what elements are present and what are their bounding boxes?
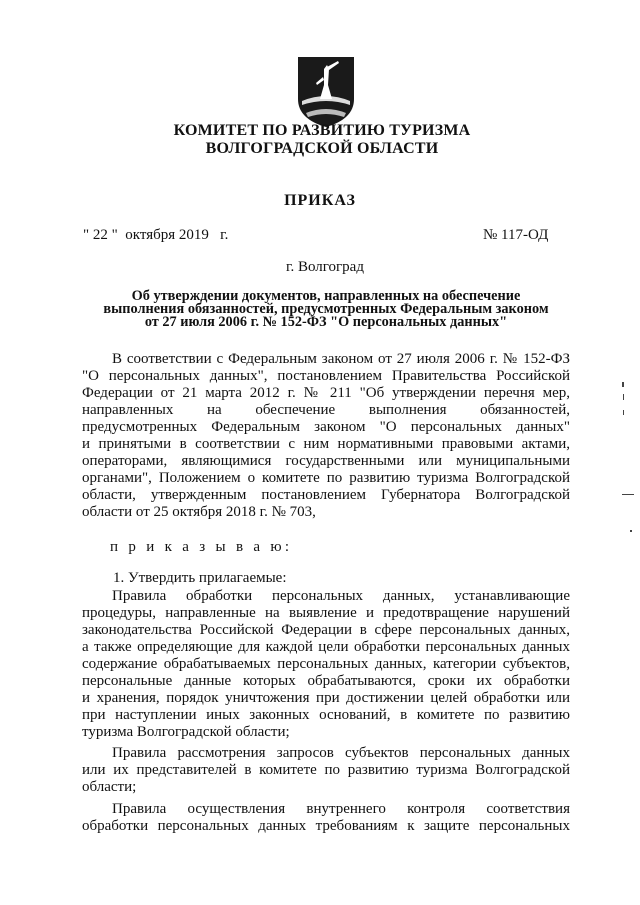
- preamble-line: органами", Положением о комитете по развитию туризма Волгоградской: [82, 470, 570, 486]
- rules-1-line: и хранения, порядок уничтожения при достижении целей обработки или: [82, 690, 570, 706]
- rules-2-line: Правила рассмотрения запросов субъектов персональных данных: [112, 745, 570, 761]
- scan-mark: [623, 410, 624, 415]
- document-number: № 117-ОД: [483, 227, 549, 243]
- preamble-line: области, утвержденным постановлением Губернатора Волгоградской: [82, 487, 570, 503]
- scan-mark: [622, 494, 634, 495]
- rules-1-line: законодательства Российской Федерации в сфере персональных данных,: [82, 622, 570, 638]
- rules-1-line: а также определяющие для каждой цели обработки персональных данных: [82, 639, 570, 655]
- rules-1-line: персональные данные которых обрабатываются, сроки их обработки: [82, 673, 570, 689]
- title-line: Об утверждении документов, направленных на обеспечение: [131, 288, 521, 304]
- city-name: г. Волгоград: [286, 259, 364, 275]
- rules-1-line: Правила обработки персональных данных, устанавливающие: [112, 588, 570, 604]
- scan-mark: [630, 530, 632, 532]
- coat-of-arms-icon: [296, 55, 356, 129]
- preamble-line: области от 25 октября 2018 г. № 703,: [82, 504, 316, 520]
- document-type: ПРИКАЗ: [284, 192, 356, 209]
- rules-1-line: при наступлении иных законных оснований, в комитете по развитию: [82, 707, 570, 723]
- rules-2-line: области;: [82, 779, 137, 795]
- rules-1-line: туризма Волгоградской области;: [82, 724, 290, 740]
- preamble-line: направленных на обеспечение выполнения обязанностей,: [82, 402, 570, 418]
- preamble-line: предусмотренных Федеральным законом "О персональных данных": [82, 419, 570, 435]
- rules-1-line: процедуры, направленные на выявление и предотвращение нарушений: [82, 605, 570, 621]
- preamble-line: и принятыми в соответствии с ним нормативными правовыми актами,: [82, 436, 570, 452]
- title-line: от 27 июля 2006 г. № 152-ФЗ "О персональных данных": [144, 314, 508, 330]
- document-date: " 22 " октября 2019 г.: [83, 227, 229, 243]
- scan-mark: [622, 382, 624, 387]
- item-1-heading: 1. Утвердить прилагаемые:: [113, 570, 287, 586]
- preamble-line: В соответствии с Федеральным законом от 27 июля 2006 г. № 152-ФЗ: [112, 351, 570, 367]
- preamble-line: Федерации от 21 марта 2012 г. № 211 "Об утверждении перечня мер,: [82, 385, 570, 401]
- rules-2-line: или их представителей в комитете по развитию туризма Волгоградской: [82, 762, 570, 778]
- scan-mark: [623, 394, 624, 400]
- org-name-line-1: КОМИТЕТ ПО РАЗВИТИЮ ТУРИЗМА: [173, 122, 471, 139]
- rules-3-line: обработки персональных данных требованиям к защите персональных: [82, 818, 570, 834]
- order-word: п р и к а з ы в а ю:: [110, 539, 293, 555]
- rules-1-line: содержание обрабатываемых персональных данных, категории субъектов,: [82, 656, 570, 672]
- org-name-line-2: ВОЛГОГРАДСКОЙ ОБЛАСТИ: [205, 140, 439, 157]
- rules-3-line: Правила осуществления внутреннего контроля соответствия: [112, 801, 570, 817]
- preamble-line: операторами, являющимися государственными или муниципальными: [82, 453, 570, 469]
- preamble-line: "О персональных данных", постановлением Правительства Российской: [82, 368, 570, 384]
- title-line: выполнения обязанностей, предусмотренных Федеральным законом: [103, 301, 549, 317]
